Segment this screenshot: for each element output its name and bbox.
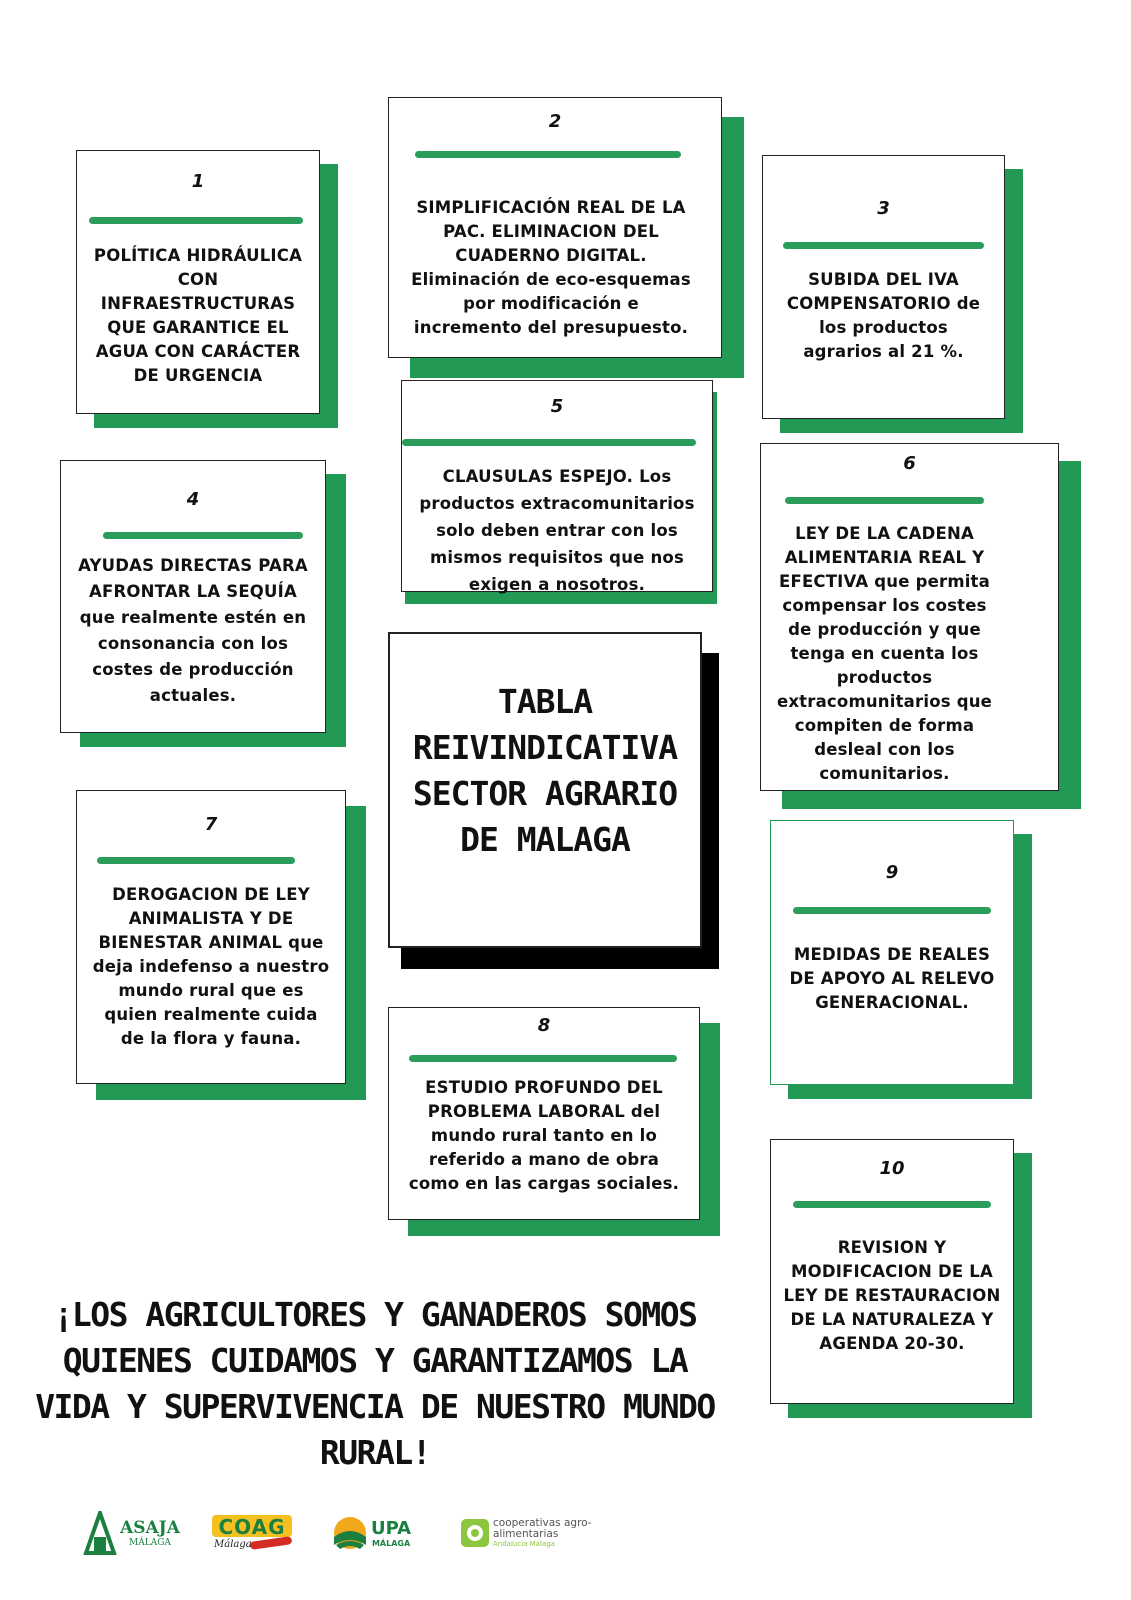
card-box <box>388 1007 700 1220</box>
logo-name: ASAJA <box>120 1518 180 1538</box>
card-text: SIMPLIFICACIÓN REAL DE LA PAC. ELIMINACION DEL CUADERNO DIGITAL. Eliminación de eco-esquemas por modificación e incremento del presupuesto. <box>411 198 691 337</box>
card-box <box>60 460 326 733</box>
card-number: 3 <box>877 198 890 219</box>
card-box <box>762 155 1005 419</box>
card-text: SUBIDA DEL IVA COMPENSATORIO de los productos agrarios al 21 %. <box>786 270 981 361</box>
card-text: POLÍTICA HIDRÁULICA CON INFRAESTRUCTURAS QUE GARANTICE EL AGUA CON CARÁCTER DE URGENCIA <box>93 246 303 385</box>
brush-stroke <box>402 439 696 446</box>
card-10 <box>770 1139 1014 1404</box>
asaja-emblem-icon <box>82 1511 118 1555</box>
card-number: 8 <box>537 1015 551 1036</box>
sponsor-logos <box>82 1508 622 1568</box>
card-number: 4 <box>186 489 200 510</box>
card-number: 10 <box>879 1158 905 1179</box>
card-7 <box>76 790 346 1084</box>
card-box <box>76 150 320 414</box>
card-text: CLAUSULAS ESPEJO. Los productos extracomunitarios solo deben entrar con los mismos requisitos que nos exigen a nosotros. <box>419 467 695 594</box>
card-text: REVISION Y MODIFICACION DE LA LEY DE RESTAURACION DE LA NATURALEZA Y AGENDA 20-30. <box>783 1238 1001 1353</box>
card-number: 1 <box>191 171 205 192</box>
brush-stroke <box>783 242 984 249</box>
card-9 <box>770 820 1014 1085</box>
logo-sub: MÁLAGA <box>129 1538 171 1548</box>
card-box <box>770 1139 1014 1404</box>
logo-name: cooperativas agro-alimentarias <box>493 1517 592 1540</box>
card-number: 7 <box>204 814 218 835</box>
coag-logo <box>210 1508 298 1558</box>
brush-stroke <box>89 217 303 224</box>
card-text: ESTUDIO PROFUNDO DEL PROBLEMA LABORAL del mundo rural tanto en lo referido a mano de obra como en las cargas sociales. <box>408 1078 680 1193</box>
card-3 <box>762 155 1005 419</box>
upa-sun-icon <box>332 1515 368 1551</box>
brush-stroke <box>793 1201 991 1208</box>
cooperativas-logo <box>460 1508 620 1558</box>
card-box <box>388 632 702 948</box>
card-box <box>76 790 346 1084</box>
card-6 <box>760 443 1059 791</box>
logo-sub: Málaga <box>214 1539 252 1550</box>
upa-logo <box>332 1508 422 1558</box>
card-text: MEDIDAS DE REALES DE APOYO AL RELEVO GENERACIONAL. <box>789 945 995 1012</box>
card-number: 5 <box>550 396 564 417</box>
brush-stroke <box>415 151 681 158</box>
card-8 <box>388 1007 700 1220</box>
card-number: 6 <box>903 453 916 474</box>
brush-stroke <box>97 857 295 864</box>
card-box <box>770 820 1014 1085</box>
card-1 <box>76 150 320 414</box>
logo-sub: MÁLAGA <box>371 1539 411 1548</box>
card-2 <box>388 97 722 358</box>
center-title-card <box>388 632 702 948</box>
brush-stroke <box>103 532 303 539</box>
logo-sub: Andalucía Málaga <box>493 1540 555 1548</box>
card-text: LEY DE LA CADENA ALIMENTARIA REAL Y EFECTIVA que permita compensar los costes de producción y que tenga en cuenta los productos extracomunitarios que compiten de forma desleal con los comunitarios. <box>776 524 993 783</box>
card-box <box>388 97 722 358</box>
cooperativas-leaf-icon <box>460 1517 490 1549</box>
card-text: DEROGACION DE LEY ANIMALISTA Y DE BIENESTAR ANIMAL que deja indefenso a nuestro mundo rural que es quien realmente cuida de la flora y fauna. <box>92 885 330 1048</box>
card-number: 9 <box>885 862 899 883</box>
card-box <box>401 380 713 592</box>
brush-stroke <box>793 907 991 914</box>
logo-name: UPA <box>371 1518 412 1539</box>
card-box <box>760 443 1059 791</box>
footer-slogan: ¡LOS AGRICULTORES Y GANADEROS SOMOS QUIENES CUIDAMOS Y GARANTIZAMOS LA VIDA Y SUPERVIVENCIA DE NUESTRO MUNDO RURAL! <box>35 1295 715 1472</box>
card-4 <box>60 460 326 733</box>
card-5 <box>401 380 713 592</box>
card-text: AYUDAS DIRECTAS PARA AFRONTAR LA SEQUÍA que realmente estén en consonancia con los costes de producción actuales. <box>78 556 308 705</box>
asaja-logo <box>82 1508 192 1558</box>
brush-stroke <box>785 497 984 504</box>
logo-name: COAG <box>218 1515 286 1539</box>
page-title: TABLA REIVINDICATIVA SECTOR AGRARIO DE MALAGA <box>412 682 678 859</box>
brush-stroke <box>409 1055 677 1062</box>
card-number: 2 <box>548 111 562 132</box>
